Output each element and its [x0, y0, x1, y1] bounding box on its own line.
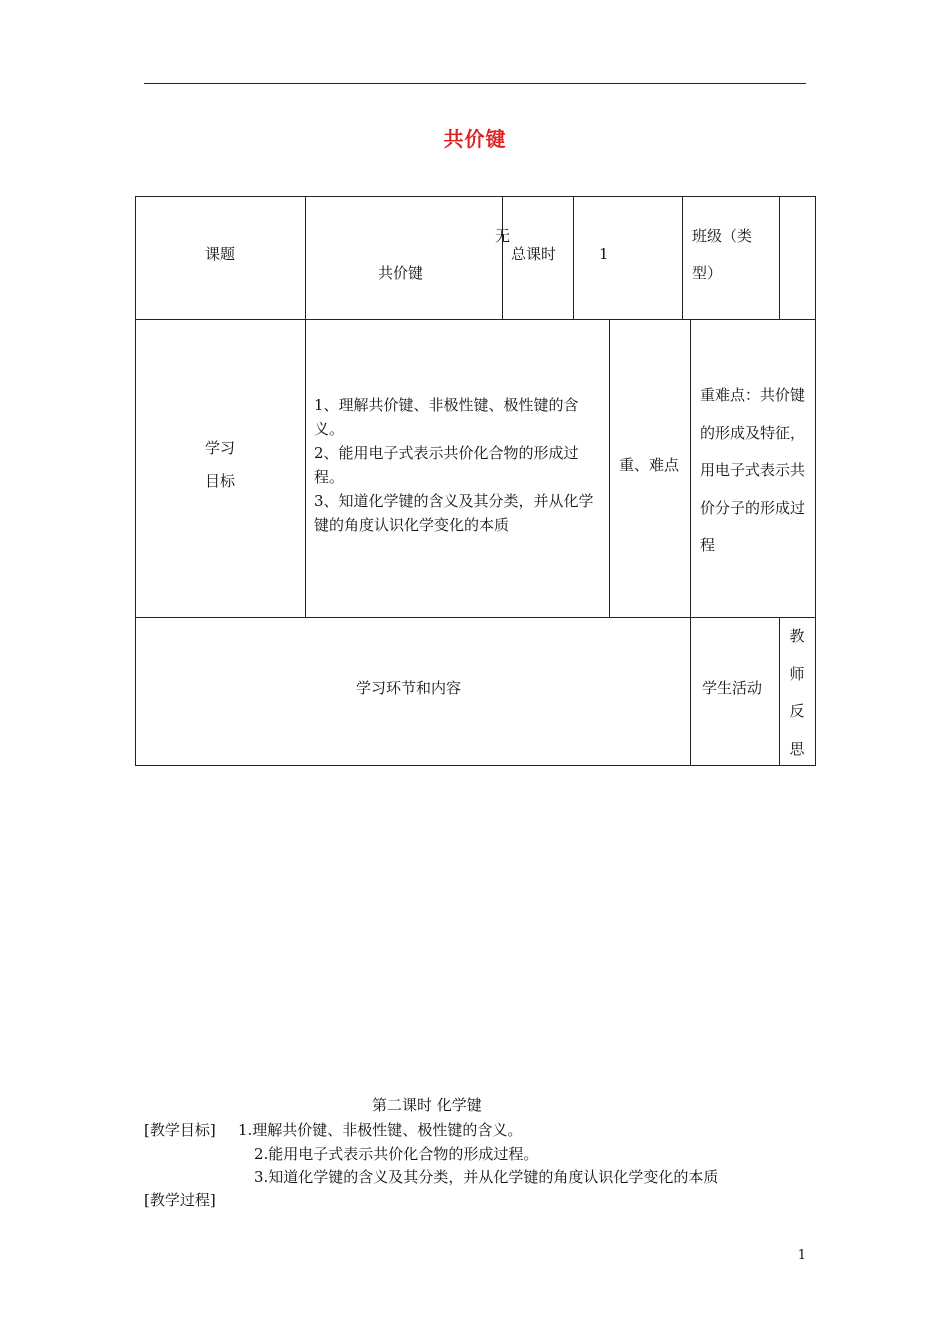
objectives-list	[314, 393, 606, 537]
objectives-label-1: 学习	[205, 439, 236, 457]
r1-col-line	[682, 196, 683, 320]
r3-col-line	[690, 617, 691, 766]
content-label: 学习环节和内容	[356, 679, 462, 697]
header-rule	[144, 83, 806, 84]
row-divider-1	[135, 319, 816, 320]
objective-item: 3、知道化学键的含义及其分类，并从化学键的角度认识化学变化的本质	[314, 492, 594, 534]
teacher-reflection-label: 教 师 反 思	[789, 627, 805, 758]
process-label: [教学过程]	[144, 1191, 216, 1209]
student-activity-label: 学生活动	[702, 679, 763, 697]
r2-col-line	[305, 319, 306, 618]
section-heading: 第二课时 化学键	[372, 1096, 482, 1114]
r2-col-line	[609, 319, 610, 618]
page-title: 共价键	[443, 127, 507, 151]
key-points-label: 重、难点	[619, 456, 680, 474]
r1-col-line	[779, 196, 780, 320]
goals-label: [教学目标]	[144, 1121, 216, 1139]
topic-value: 共价键	[378, 264, 424, 282]
row-divider-2	[135, 617, 816, 618]
key-points-text: 重难点：共价键的形成及特征，用电子式表示共价分子的形成过程	[700, 386, 806, 554]
topic-none: 无	[495, 227, 511, 245]
goal-item: 3.知道化学键的含义及其分类，并从化学键的角度认识化学变化的本质	[254, 1168, 719, 1186]
objective-item: 1、理解共价键、非极性键、极性键的含义。	[314, 396, 579, 438]
r1-col-line	[305, 196, 306, 320]
goal-item: 2.能用电子式表示共价化合物的形成过程。	[254, 1145, 539, 1163]
total-hours-label: 总课时	[511, 245, 557, 263]
objectives-label-2: 目标	[205, 472, 236, 490]
total-hours-value: 1	[599, 245, 609, 263]
page-number: 1	[797, 1248, 806, 1263]
objective-item: 2、能用电子式表示共价化合物的形成过程。	[314, 444, 579, 486]
r3-col-line	[779, 617, 780, 766]
class-type-label-2: 型）	[692, 264, 723, 282]
topic-label: 课题	[205, 245, 236, 263]
r2-col-line	[690, 319, 691, 618]
class-type-label-1: 班级（类	[692, 227, 753, 245]
r1-col-line	[502, 196, 503, 320]
r1-col-line	[573, 196, 574, 320]
goal-item: 1.理解共价键、非极性键、极性键的含义。	[238, 1121, 523, 1139]
